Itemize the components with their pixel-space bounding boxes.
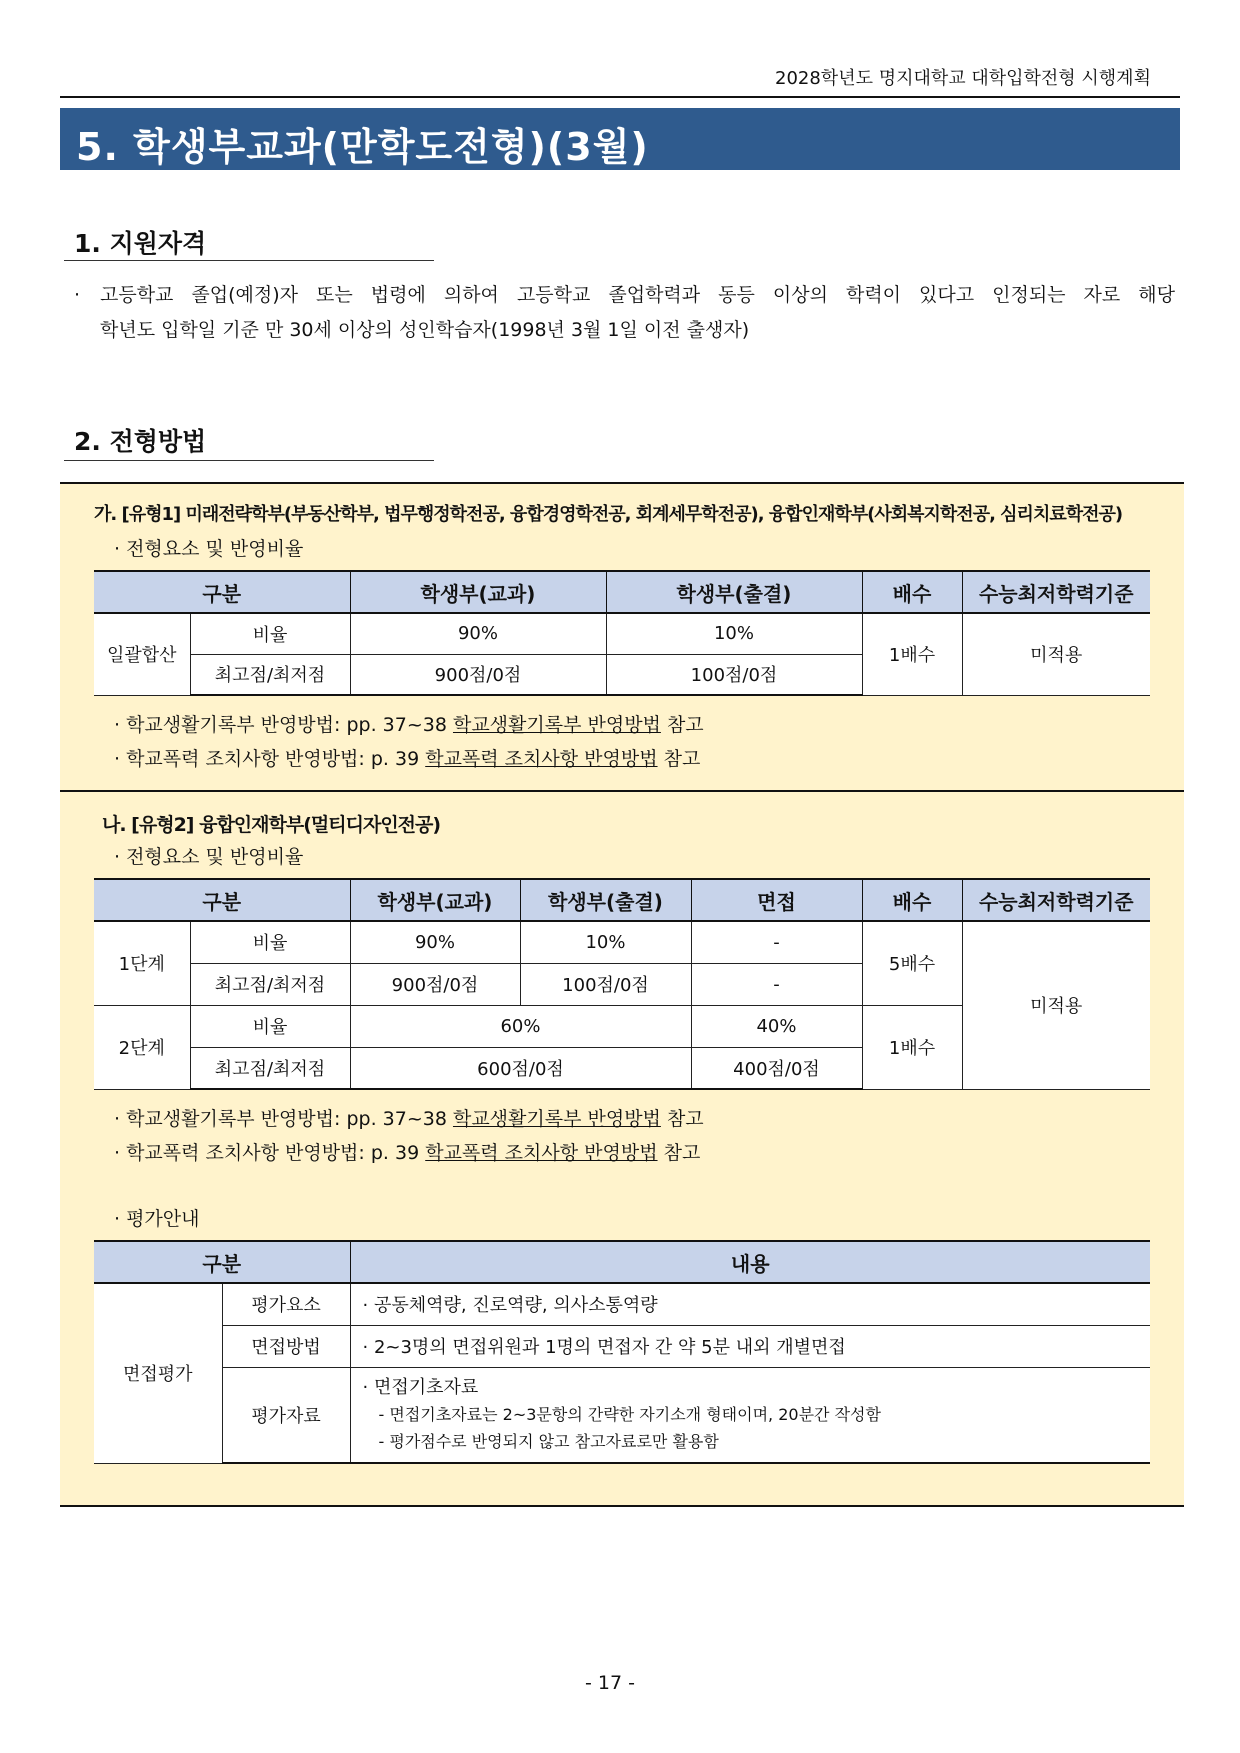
table-cell: 40% [691, 1005, 862, 1047]
row-label: 최고점/최저점 [190, 963, 350, 1005]
material-note: - 평가점수로 반영되지 않고 참고자료로만 활용함 [378, 1432, 719, 1452]
row-label: 비율 [190, 613, 350, 654]
section-heading-eligibility: 1. 지원자격 [74, 229, 207, 258]
note-text: · 학교생활기록부 반영방법: pp. 37~38 [114, 1108, 453, 1130]
table-cell: - [691, 921, 862, 963]
stage-label: 1단계 [94, 921, 190, 1005]
table-header: 구분 [94, 1241, 350, 1283]
type1-note-violence [114, 744, 700, 771]
evaluation-table [94, 1240, 1150, 1464]
note-text: · 학교생활기록부 반영방법: pp. 37~38 [114, 714, 453, 736]
table-cell: 100점/0점 [520, 963, 691, 1005]
type2-note-record [114, 1104, 704, 1131]
record-method-link[interactable]: 학교생활기록부 반영방법 [452, 714, 661, 736]
row-label: 평가자료 [222, 1367, 350, 1463]
row-label: 평가요소 [222, 1283, 350, 1325]
chapter-title-bar [60, 108, 1180, 170]
header-rule [60, 96, 1180, 98]
table-cell: 90% [350, 921, 520, 963]
table-cell: 60% [350, 1005, 691, 1047]
table-header: 구분 [94, 879, 350, 921]
table-cell: · 공동체역량, 진로역량, 의사소통역량 [350, 1283, 1150, 1325]
table-cell: 100점/0점 [606, 654, 862, 695]
table-header: 학생부(교과) [350, 571, 606, 613]
table-header: 수능최저학력기준 [962, 571, 1150, 613]
row-label: 최고점/최저점 [190, 1047, 350, 1089]
multiplier-cell: 1배수 [862, 613, 962, 695]
note-text: · 학교폭력 조치사항 반영방법: p. 39 [114, 748, 426, 770]
material-note: - 면접기초자료는 2~3문항의 간략한 자기소개 형태이며, 20분간 작성함 [378, 1405, 881, 1425]
note-text: 참고 [660, 1108, 704, 1130]
bullet: · [74, 284, 81, 306]
table-header: 수능최저학력기준 [962, 879, 1150, 921]
type2-elements-label: · 전형요소 및 반영비율 [114, 846, 304, 868]
table-cell: · 2~3명의 면접위원과 1명의 면접자 간 약 5분 내외 개별면접 [350, 1325, 1150, 1367]
stage-label: 2단계 [94, 1005, 190, 1089]
group-label: 면접평가 [94, 1283, 222, 1463]
type1-note-record [114, 710, 704, 737]
section-rule [64, 460, 434, 461]
table-header: 면접 [691, 879, 862, 921]
violence-method-link[interactable]: 학교폭력 조치사항 반영방법 [425, 1142, 658, 1164]
table-header: 배수 [862, 571, 962, 613]
table-cell: 900점/0점 [350, 654, 606, 695]
type1-title: 가. [유형1] 미래전략학부(부동산학부, 법무행정학전공, 융합경영학전공, 회계세무학전공), 융합인재학부(사회복지학전공, 심리치료학전공) [94, 504, 1123, 525]
table-cell: 900점/0점 [350, 963, 520, 1005]
row-label: 비율 [190, 1005, 350, 1047]
violence-method-link[interactable]: 학교폭력 조치사항 반영방법 [425, 748, 658, 770]
evaluation-guide-label: · 평가안내 [114, 1208, 200, 1230]
csat-cell: 미적용 [962, 921, 1150, 1089]
type1-elements-label: · 전형요소 및 반영비율 [114, 538, 304, 560]
multiplier-cell: 5배수 [862, 921, 962, 1005]
table-cell: 10% [606, 613, 862, 654]
multiplier-cell: 1배수 [862, 1005, 962, 1089]
type2-note-violence [114, 1138, 700, 1165]
type2-title: 나. [유형2] 융합인재학부(멀티디자인전공) [102, 814, 441, 836]
table-header: 학생부(출결) [520, 879, 691, 921]
record-method-link[interactable]: 학교생활기록부 반영방법 [452, 1108, 661, 1130]
table-header: 배수 [862, 879, 962, 921]
section-rule [64, 260, 434, 261]
material-title: · 면접기초자료 [362, 1377, 479, 1399]
table-header: 학생부(출결) [606, 571, 862, 613]
note-text: · 학교폭력 조치사항 반영방법: p. 39 [114, 1142, 426, 1164]
section-heading-method: 2. 전형방법 [74, 427, 207, 456]
table-cell: 90% [350, 613, 606, 654]
group-label: 일괄합산 [94, 613, 190, 695]
eligibility-paragraph [74, 278, 1184, 348]
row-label: 면접방법 [222, 1325, 350, 1367]
table-cell: 400점/0점 [691, 1047, 862, 1089]
eligibility-line-2: 학년도 입학일 기준 만 30세 이상의 성인학습자(1998년 3월 1일 이전 출생자) [100, 319, 750, 341]
row-label: 최고점/최저점 [190, 654, 350, 695]
type2-ratio-table [94, 878, 1150, 1090]
page-number: - 17 - [585, 1672, 635, 1694]
type1-ratio-table [94, 570, 1150, 696]
table-cell: 600점/0점 [350, 1047, 691, 1089]
panel-divider [60, 790, 1184, 792]
document-header: 2028학년도 명지대학교 대학입학전형 시행계획 [775, 68, 1151, 89]
csat-cell: 미적용 [962, 613, 1150, 695]
table-cell: 10% [520, 921, 691, 963]
note-text: 참고 [657, 748, 701, 770]
note-text: 참고 [660, 714, 704, 736]
table-cell: - [691, 963, 862, 1005]
table-header: 내용 [350, 1241, 1150, 1283]
note-text: 참고 [657, 1142, 701, 1164]
eligibility-line-1: 고등학교 졸업(예정)자 또는 법령에 의하여 고등학교 졸업학력과 동등 이상의 학력이 있다고 인정되는 자로 해당 [100, 284, 1175, 306]
table-header: 구분 [94, 571, 350, 613]
chapter-title: 5. 학생부교과(만학도전형)(3월) [76, 125, 649, 169]
table-header: 학생부(교과) [350, 879, 520, 921]
row-label: 비율 [190, 921, 350, 963]
material-cell [350, 1367, 1150, 1463]
